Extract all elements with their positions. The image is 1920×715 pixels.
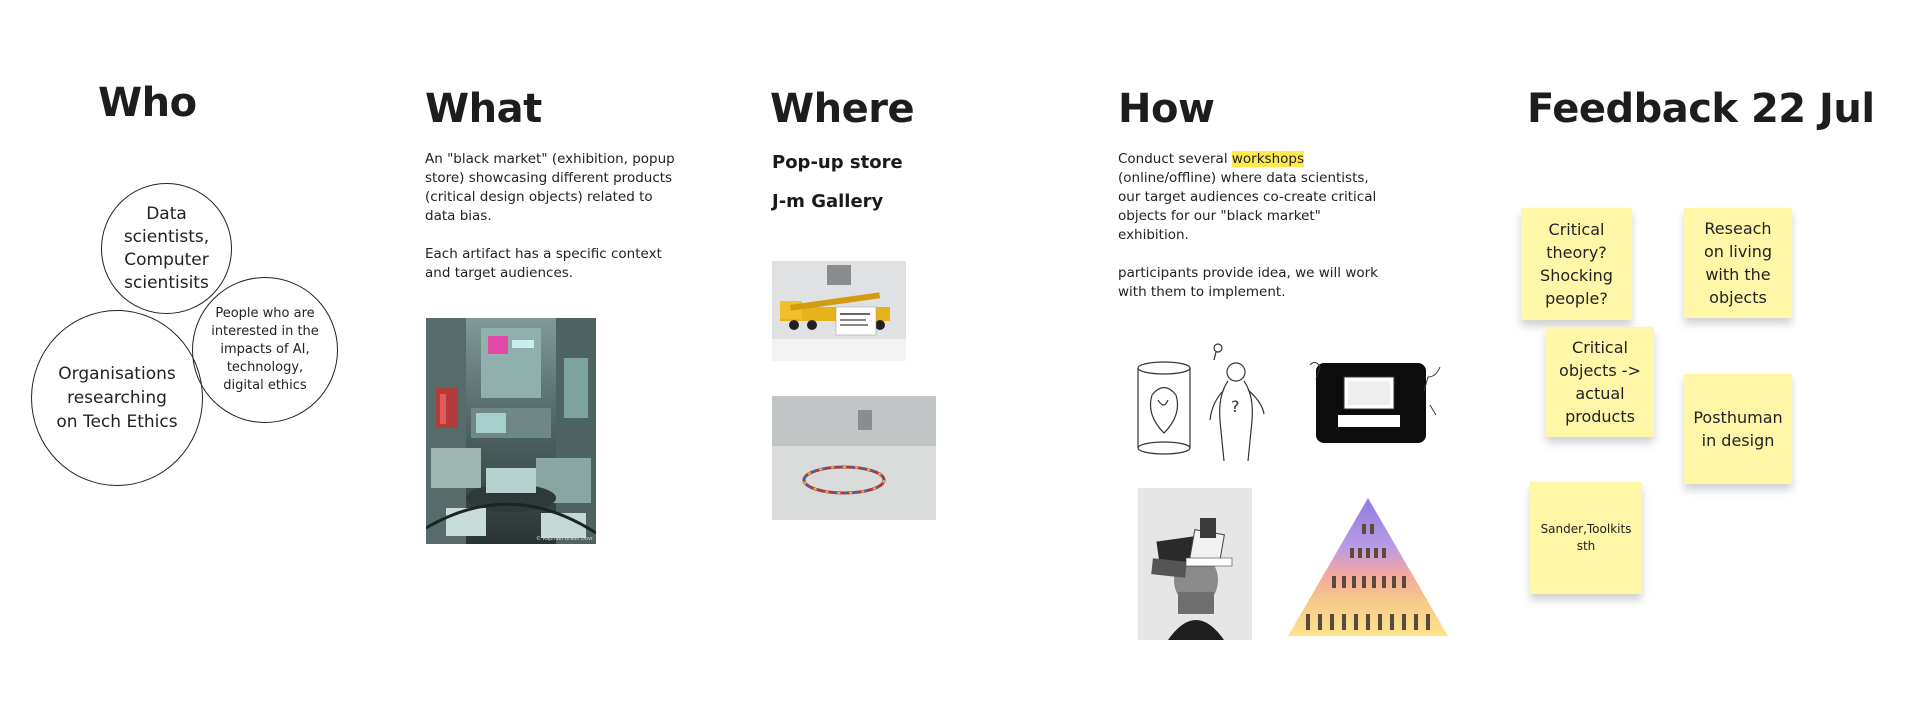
heart-jar-sketch — [1132, 340, 1274, 468]
who-circle-organisations[interactable] — [31, 310, 203, 486]
pyramid-hierarchy-image[interactable] — [1284, 496, 1452, 640]
sticky-note-critical-theory[interactable] — [1521, 208, 1632, 320]
where-jm-gallery: J-m Gallery — [772, 191, 884, 212]
scifi-market-image[interactable] — [426, 318, 596, 544]
face-blocks-illustration — [1138, 488, 1252, 640]
sticky-note-posthuman[interactable] — [1684, 374, 1792, 484]
computer-hands-sketch-image[interactable] — [1308, 355, 1444, 455]
face-blocks-image[interactable] — [1138, 488, 1252, 640]
where-heading: Where — [770, 86, 915, 132]
where-popup-store: Pop-up store — [772, 152, 903, 173]
pyramid-hierarchy-illustration — [1284, 496, 1452, 640]
who-circle-label: Organisations researching on Tech Ethics — [56, 364, 178, 432]
how-heading: How — [1118, 86, 1215, 132]
who-heading: Who — [98, 80, 197, 126]
toy-truck-image[interactable] — [772, 261, 906, 361]
sticky-note-text: Critical theory? Shocking people? — [1540, 220, 1613, 308]
computer-hands-sketch — [1308, 355, 1444, 455]
gallery-ring-illustration — [772, 396, 936, 520]
gallery-installation-image[interactable] — [772, 396, 936, 520]
what-paragraph-1: An "black market" (exhibition, popup store) showcasing different products (critical design objects) related to data bias. — [425, 151, 675, 224]
who-circle-label: People who are interested in the impacts of AI, technology, digital ethics — [211, 306, 319, 393]
feedback-heading: Feedback 22 Jul — [1527, 86, 1875, 132]
sticky-note-text: Sander,Toolkits sth — [1540, 522, 1632, 553]
toy-truck-illustration — [772, 261, 906, 361]
sticky-note-text: Reseach on living with the objects — [1703, 219, 1773, 307]
svg-text:?: ? — [1231, 397, 1240, 416]
scifi-market-illustration — [426, 318, 596, 544]
who-circle-interested-people[interactable] — [192, 277, 338, 423]
how-description — [1118, 150, 1390, 302]
sticky-note-sander-toolkits[interactable] — [1530, 482, 1642, 594]
what-paragraph-2: Each artifact has a specific context and target audiences. — [425, 246, 662, 281]
sticky-note-text: Posthuman in design — [1693, 408, 1783, 450]
who-circle-label: Data scientists, Computer scientisits — [123, 203, 210, 293]
how-text-after: (online/offline) where data scientists, our target audiences co-create critical objects for our "black market" exhibition. — [1118, 170, 1377, 243]
how-text-before: Conduct several — [1118, 151, 1232, 167]
image-credit: © Raphael Braun Dovr — [536, 536, 593, 542]
sticky-note-text: Critical objects -> actual products — [1559, 338, 1641, 426]
heart-jar-sketch-image[interactable] — [1132, 340, 1274, 468]
sticky-note-critical-objects[interactable] — [1546, 327, 1654, 437]
what-description — [425, 150, 675, 283]
workshops-highlight: workshops — [1231, 151, 1304, 167]
what-heading: What — [425, 86, 542, 132]
who-circle-data-scientists[interactable] — [101, 183, 232, 314]
how-paragraph-1 — [1118, 150, 1390, 245]
how-paragraph-2: participants provide idea, we will work with them to implement. — [1118, 265, 1378, 300]
sticky-note-research-living[interactable] — [1684, 208, 1792, 318]
